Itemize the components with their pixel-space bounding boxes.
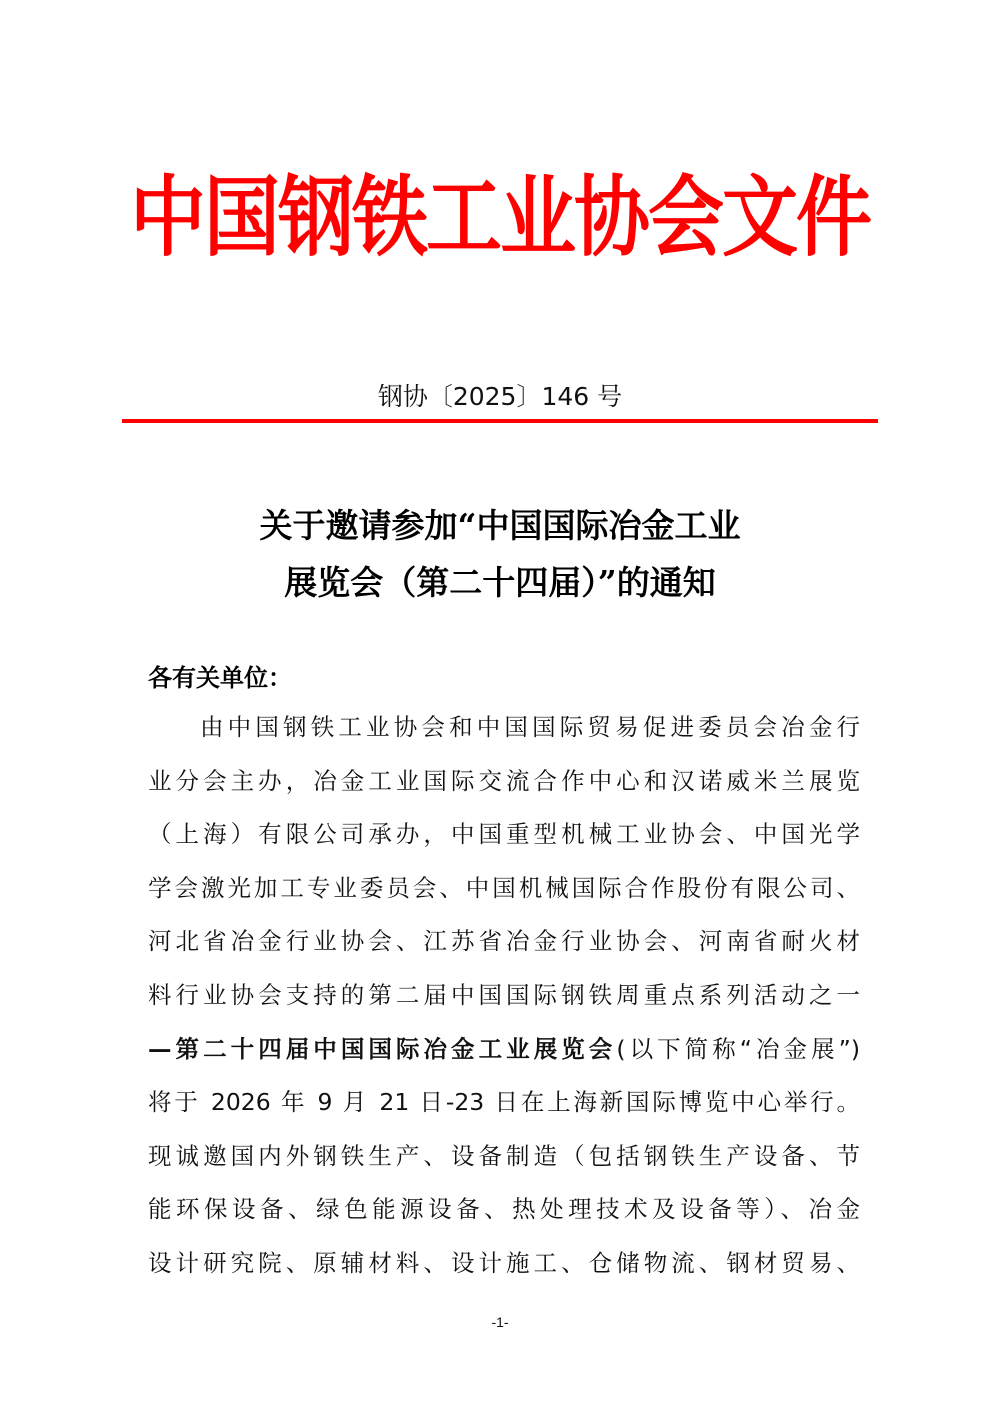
body-line-with-exhibition-name xyxy=(148,1031,860,1085)
body-line: 学会激光加工专业委员会、中国机械国际合作股份有限公司、 xyxy=(148,873,860,902)
notice-title xyxy=(0,497,1000,611)
body-line: 现诚邀国内外钢铁生产、设备制造（包括钢铁生产设备、节 xyxy=(148,1141,860,1170)
abbreviation-note: (以下简称“冶金展”) xyxy=(616,1034,860,1063)
masthead-title: 中国钢铁工业协会文件 xyxy=(130,165,870,269)
body-line: 由中国钢铁工业协会和中国国际贸易促进委员会冶金行 xyxy=(200,713,860,741)
document-number: 钢协〔2025〕146 号 xyxy=(377,382,623,411)
body-paragraph xyxy=(148,709,860,1299)
exhibition-name-bold: —第二十四届中国国际冶金工业展览会 xyxy=(148,1034,617,1063)
body-line: 业分会主办，冶金工业国际交流合作中心和汉诺威米兰展览 xyxy=(148,766,860,795)
red-divider-line xyxy=(122,419,878,423)
body-line: （上海）有限公司承办，中国重型机械工业协会、中国光学 xyxy=(148,820,860,849)
body-line-date: 将于 2026 年 9 月 21 日-23 日在上海新国际博览中心举行。 xyxy=(148,1088,860,1117)
body-line: 料行业协会支持的第二届中国国际钢铁周重点系列活动之一 xyxy=(148,980,860,1009)
notice-title-line-2: 展览会（第二十四届）”的通知 xyxy=(284,563,716,602)
notice-title-line-1: 关于邀请参加“中国国际冶金工业 xyxy=(259,506,741,545)
salutation: 各有关单位： xyxy=(148,664,292,692)
body-line: 能环保设备、绿色能源设备、热处理技术及设备等）、冶金 xyxy=(148,1195,860,1224)
body-line: 河北省冶金行业协会、江苏省冶金行业协会、河南省耐火材 xyxy=(148,927,860,956)
page-number: -1- xyxy=(491,1314,509,1330)
body-line: 设计研究院、原辅材料、设计施工、仓储物流、钢材贸易、 xyxy=(148,1248,860,1277)
